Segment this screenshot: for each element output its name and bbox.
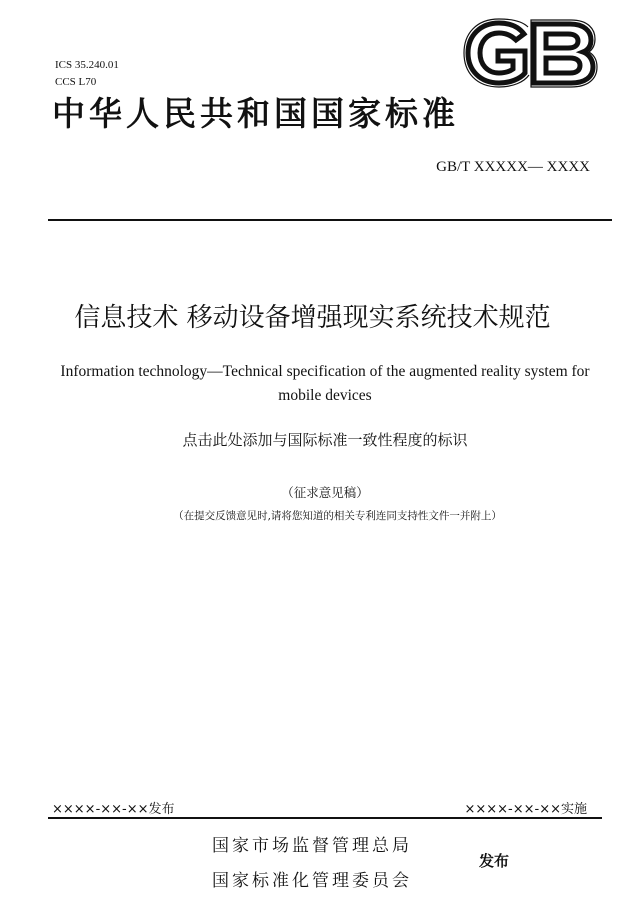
issuer-samr: 国家市场监督管理总局 bbox=[212, 836, 412, 856]
standard-type-title: 中华人民共和国国家标准 bbox=[52, 94, 459, 133]
gb-logo bbox=[462, 18, 598, 88]
standard-code: GB/T XXXXX— XXXX bbox=[436, 159, 590, 175]
implement-date: ××××-××-××实施 bbox=[464, 802, 587, 817]
publish-date: ××××-××-××发布 bbox=[52, 802, 175, 817]
ccs-code: CCS L70 bbox=[55, 76, 97, 88]
header-divider bbox=[48, 219, 612, 221]
ics-code: ICS 35.240.01 bbox=[55, 59, 119, 71]
draft-note: （在提交反馈意见时,请将您知道的相关专利连同支持性文件一并附上） bbox=[173, 510, 502, 522]
document-title-chinese: 信息技术 移动设备增强现实系统技术规范 bbox=[74, 303, 551, 333]
footer-divider bbox=[48, 817, 602, 819]
draft-status: （征求意见稿） bbox=[281, 485, 369, 500]
issue-label: 发布 bbox=[479, 852, 510, 870]
document-title-english: Information technology—Technical specification of the augmented reality system for mobile devices bbox=[60, 363, 590, 404]
issuer-sac: 国家标准化管理委员会 bbox=[212, 871, 412, 891]
consistency-mark-placeholder[interactable]: 点击此处添加与国际标准一致性程度的标识 bbox=[182, 431, 468, 449]
